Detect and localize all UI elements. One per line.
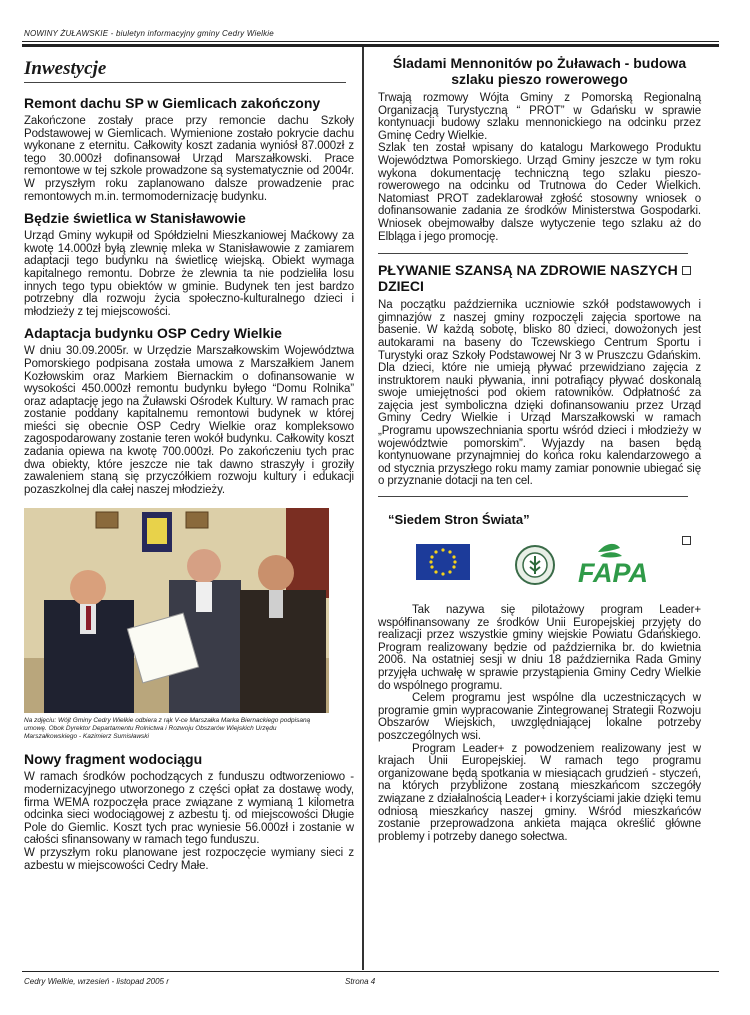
article-body [378,604,701,843]
logo-row [378,540,701,590]
eu-flag-icon [416,544,470,580]
article-title: Adaptacja budynku OSP Cedry Wielkie [24,325,282,342]
article-photo [24,508,329,713]
article-title: Śladami Mennonitów po Żuławach - budowa szlaku pieszo rowerowego [392,55,687,87]
photo-caption: Na zdjęciu: Wójt Gminy Cedry Wielkie odbiera z rąk V-ce Marszałka Marka Biernackiego podpisaną umowę. Obok Dyrektor Departamentu Rolnictwa i Rozwoju Obszarów Wiejskich Urzędu Marszałkowskiego - Kazimierz Sumisławski [24,717,311,741]
running-header: NOWINY ŻUŁAWSKIE - biuletyn informacyjny gminy Cedry Wielkie [24,29,274,38]
section-rule [24,82,346,83]
article-body [378,92,701,243]
article-body [24,230,354,318]
page-number: Strona 4 [345,977,376,986]
article-body [24,345,354,496]
article-paragraph: Trwają rozmowy Wójta Gminy z Pomorską Regionalną Organizacją Turystyczną “ PROT” w Gdańsku w sprawie kontynuacji budowy szlaku mennonickiego na odcinku przez Gminę Cedry Wielkie. [378,92,701,142]
header-rule-thick [22,44,719,47]
article-paragraph: Urząd Gminy wykupił od Spółdzielni Mieszkaniowej Maćkowy za kwotę 14.000zł byłą zlewnię mleka w Stanisławowie z zamiarem adaptacji tego budynku na świetlicę wiejską. Obiekt wymaga kapitalnego remontu. Dobrze że zlewnia ta nie podzieliła losu innych tego typu obiektów w gminie. Budynek ten jest bardzo potrzebny dla rozwoju życia społeczno-kulturalnego dzieci i młodzieży z tej miejscowości. [24,230,354,318]
article-title: Będzie świetlica w Stanisławowie [24,210,246,227]
article-title: PŁYWANIE SZANSĄ NA ZDROWIE NASZYCH DZIECI [378,262,678,295]
article-separator [378,253,688,254]
end-marker-icon [682,536,691,545]
article-title: “Siedem Stron Świata” [388,512,530,528]
photo-illustration [24,508,329,713]
article-separator [378,496,688,497]
fapa-logo-text: FAPA [578,558,649,589]
article-body [24,771,354,872]
footer-rule [22,971,719,972]
article-paragraph: W ramach środków pochodzących z funduszu odtworzeniowo - modernizacyjnego utworzonego z części opłat za dostawę wody, firma WEMA rozpoczęła prace związane z wymianą 1 kilometra odcinka sieci wodociągowej z azbestu tj. od miejscowości Długie Pole do Giemlic. Koszt tych prac wyniesie 56.000zł i zostanie w całości sfinansowany w ramach tego funduszu. [24,771,354,847]
fapa-logo-icon [578,544,648,588]
article-title: Remont dachu SP w Giemlicach zakończony [24,95,321,111]
column-divider [362,47,364,970]
article-paragraph: W przyszłym roku planowane jest rozpoczęcie wymiany sieci z azbestu w miejscowości Cedry Małe. [24,847,354,872]
article-paragraph: Celem programu jest wspólne dla uczestniczących w programie gmin wypracowanie Zintegrowanej Strategii Rozwoju Obszarów Wiejskich, uwzględniającej lokalne potrzeby poszczególnych wsi. [378,692,701,742]
right-column [378,55,701,843]
header-rule-thin [22,41,719,42]
article-paragraph: Tak nazywa się pilotażowy program Leader+ współfinansowany ze środków Unii Europejskiej przyjęty do realizacji przez wszystkie gminy wiejskie Powiatu Gdańskiego. Program realizowany będzie od października br. do kwietnia 2006. Na ostatniej sesji w dniu 18 października Rada Gminy przyjęła uchwałę w sprawie przystąpienia Gminy Cedry Wielkie do wspólnego programu. [378,604,701,692]
article-paragraph: Szlak ten został wpisany do katalogu Markowego Produktu Województwa Pomorskiego. Urząd Gminy jeszcze w tym roku wykona dokumentację techniczną tego szlaku pieszo-rowerowego na odcinku od Trutnowa do Ceder Wielkich. Natomiast PROT zadeklarował zgłość stosowny wniosek o dofinansowanie zadania ze środków Ministerstwa Gospodarki. Wniosek obejmowałby dalsze wytyczenie tego szlaku aż do Elbląga i jego promocję. [378,142,701,243]
article-body [378,299,701,488]
article-paragraph: Zakończone zostały prace przy remoncie dachu Szkoły Podstawowej w Giemlicach. Wymienione zostało pokrycie dachu wykonane z eternitu. Całkowity koszt zadania wyniósł 87.000zł z tego 30.000zł dofinansował Urząd Marszałkowski. Prace remontowe w tej szkole prowadzone są systematycznie od 2004r. W przyszłym roku zaplanowano dalsze prowadzenie prac remontowych m.in. termomodernizację budynku. [24,115,354,203]
article-body [24,115,354,203]
agriculture-seal-icon [516,546,554,584]
footer-date: Cedry Wielkie, wrzesień - listopad 2005 r [24,977,169,986]
sponsor-logos [378,540,698,590]
article-paragraph: Program Leader+ z powodzeniem realizowany jest w krajach Unii Europejskiej. W ramach tego programu organizowane będą spotkania w miesiącach grudzień - styczeń, na których przybliżone zostaną mieszkańcom szczegóły związane z działalnością Leader+ i korzyściami jakie dzięki temu odniosą mieszkańcy naszej gminy. Wśród mieszkańców zostanie przeprowadzona ankieta mająca określić główne problemy i potrzeby danego sołectwa. [378,742,701,843]
article-paragraph: Na początku października uczniowie szkół podstawowych i gimnazjów z naszej gminy rozpoczęli zajęcia sportowe na basenie. W każdą sobotę, blisko 80 dzieci, dowożonych jest autokarami na baseny do Tczewskiego Centrum Sportu i Turystyki oraz Szkoły Podstawowej Nr 3 w Pruszczu Gdańskim. Dla dzieci, które nie umieją pływać przewidziano zajęcia z instruktorem nauki pływania, inni potrafiący pływać doskonalą swoje umiejętności pod okiem ratowników. Odpłatność za zajęcia jest symboliczna dzięki dofinansowaniu przez Urząd Gminy Cedry Wielkie i Urząd Marszałkowski w ramach „Programu upowszechniania sportu wśród dzieci i młodzieży w województwie pomorskim”. Wyjazdy na basen będą kontynuowane przynajmniej do końca roku kalendarzowego a od stycznia przyszłego roku mamy zamiar ponownie ubiegać się o przyznanie dotacji na ten cel. [378,299,701,488]
end-marker-icon [682,266,691,275]
left-column [24,58,354,872]
article-title: Nowy fragment wodociągu [24,751,203,768]
article-paragraph: W dniu 30.09.2005r. w Urzędzie Marszałkowskim Województwa Pomorskiego podpisana została umowa z Marszałkiem Janem Kozłowskim oraz Markiem Biernackim o dofinansowanie w wysokości 450.000zł remontu budynku byłego “Domu Rolnika” oraz adaptację jego na Żuławski Ośrodek Kultury. W ramach prac zostanie poddany kapitalnemu remontowi budynek w której mieści się obecnie OSP Cedry Wielkie oraz kompleksowo zagospodarowany zostanie teren wokół budynku. Całkowity koszt zadania opiewa na kwotę 700.000zł. Po zakończeniu tych prac dwa obiekty, które jeszcze nie tak dawno straszyły i groziły zawaleniem staną się przyczółkiem rozwoju kultury i edukacji pozaszkolnej dla całej naszej młodzieży. [24,345,354,496]
section-title: Inwestycje [24,58,107,79]
